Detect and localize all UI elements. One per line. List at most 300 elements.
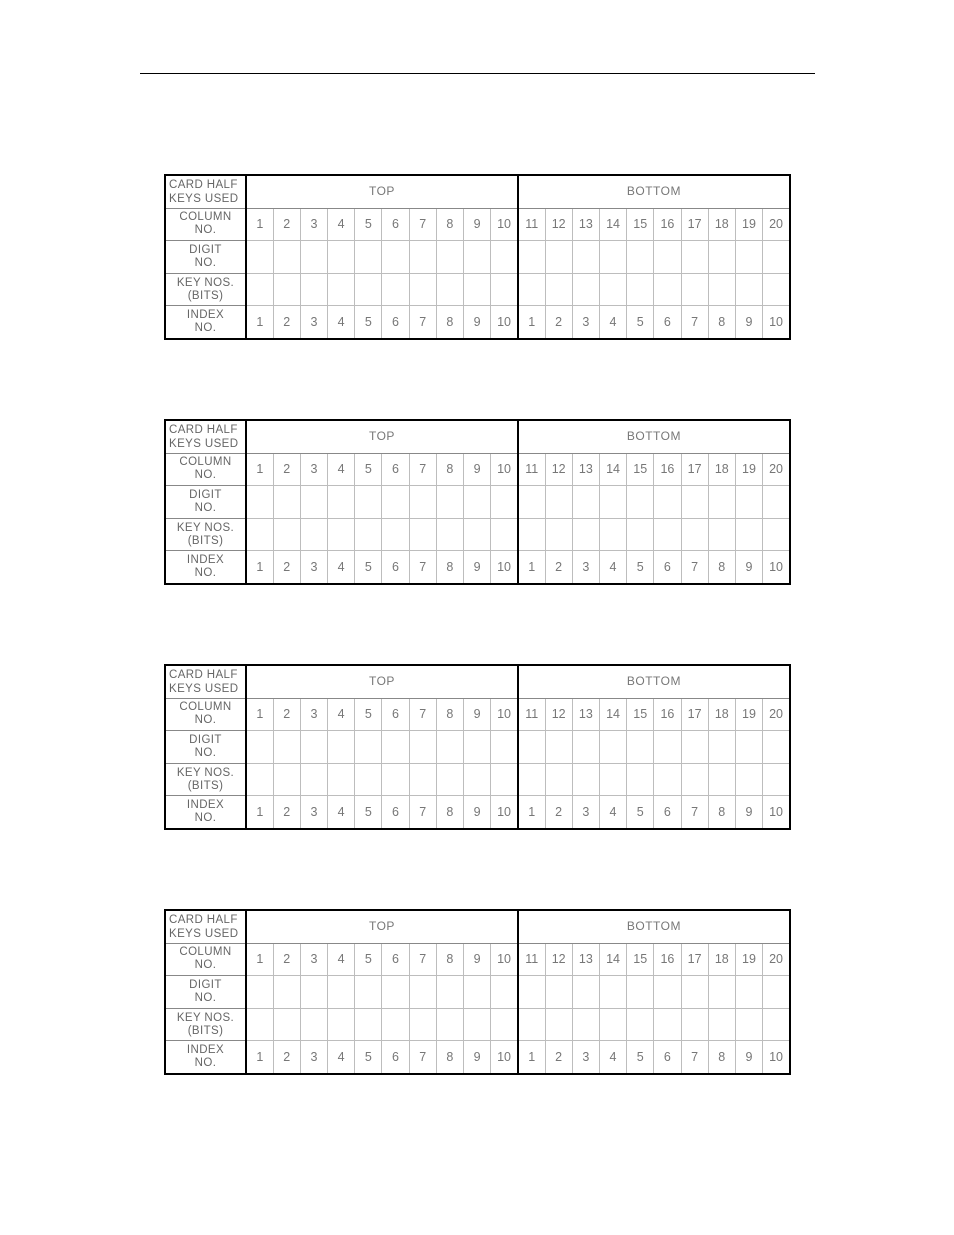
key-nos-bits-entry-cell[interactable] (382, 763, 409, 796)
digit-no-entry-cell[interactable] (300, 486, 327, 519)
column-number-cell: 16 (654, 208, 681, 241)
key-nos-bits-entry-cell[interactable] (382, 518, 409, 551)
index-number-cell: 2 (273, 551, 300, 584)
key-nos-bits-entry-cell[interactable] (518, 763, 545, 796)
column-number-cell: 12 (545, 208, 572, 241)
key-nos-bits-entry-cell[interactable] (409, 763, 436, 796)
column-number-cell: 12 (545, 453, 572, 486)
digit-no-entry-cell[interactable] (436, 731, 463, 764)
digit-no-label-line: NO. (194, 501, 217, 514)
column-number-cell: 5 (355, 453, 382, 486)
index-number-cell: 10 (763, 306, 790, 339)
index-number-cell: 9 (464, 796, 491, 829)
key-nos-bits-entry-cell[interactable] (355, 273, 382, 306)
digit-no-entry-cell[interactable] (355, 241, 382, 274)
digit-no-entry-cell[interactable] (735, 976, 762, 1009)
column-number-cell: 13 (572, 698, 599, 731)
digit-no-entry-cell[interactable] (409, 241, 436, 274)
index-number-cell: 9 (735, 551, 762, 584)
digit-no-entry-cell[interactable] (355, 486, 382, 519)
key-nos-bits-entry-cell[interactable] (300, 273, 327, 306)
column-number-cell: 6 (382, 208, 409, 241)
index-number-cell: 4 (328, 306, 355, 339)
index-number-cell: 8 (708, 306, 735, 339)
index-number-cell: 6 (654, 306, 681, 339)
digit-no-entry-cell[interactable] (627, 976, 654, 1009)
index-number-cell: 4 (599, 1041, 626, 1074)
index-number-cell: 10 (491, 306, 518, 339)
key-nos-bits-entry-cell[interactable] (627, 518, 654, 551)
column-no-label-line: COLUMN (179, 946, 232, 959)
key-nos-bits-entry-cell[interactable] (300, 518, 327, 551)
key-nos-bits-entry-cell[interactable] (273, 1008, 300, 1041)
digit-no-entry-cell[interactable] (572, 486, 599, 519)
key-nos-bits-entry-cell[interactable] (382, 1008, 409, 1041)
digit-no-entry-cell[interactable] (246, 731, 273, 764)
column-number-cell: 13 (572, 453, 599, 486)
digit-no-entry-cell[interactable] (545, 241, 572, 274)
column-number-cell: 13 (572, 943, 599, 976)
digit-no-entry-cell[interactable] (599, 976, 626, 1009)
column-number-cell: 17 (681, 943, 708, 976)
digit-no-entry-cell[interactable] (436, 241, 463, 274)
key-nos-bits-entry-cell[interactable] (763, 1008, 790, 1041)
index-number-cell: 5 (355, 551, 382, 584)
index-number-cell: 7 (409, 306, 436, 339)
key-nos-bits-entry-cell[interactable] (599, 273, 626, 306)
key-table-1 (164, 174, 791, 340)
bottom-half-header: BOTTOM (518, 665, 790, 698)
index-number-cell: 4 (328, 551, 355, 584)
digit-no-entry-cell[interactable] (681, 486, 708, 519)
digit-no-entry-cell[interactable] (409, 731, 436, 764)
key-nos-bits-entry-cell[interactable] (273, 518, 300, 551)
card-half-label (165, 175, 246, 208)
digit-no-entry-cell[interactable] (300, 241, 327, 274)
digit-no-entry-cell[interactable] (627, 241, 654, 274)
digit-no-entry-cell[interactable] (572, 731, 599, 764)
column-number-cell: 7 (409, 698, 436, 731)
key-nos-bits-entry-cell[interactable] (708, 518, 735, 551)
key-nos-bits-entry-cell[interactable] (273, 273, 300, 306)
key-nos-bits-entry-cell[interactable] (246, 1008, 273, 1041)
column-number-cell: 9 (464, 943, 491, 976)
index-number-cell: 8 (708, 796, 735, 829)
digit-no-entry-cell[interactable] (518, 731, 545, 764)
digit-no-entry-cell[interactable] (708, 731, 735, 764)
key-nos-bits-entry-cell[interactable] (491, 763, 518, 796)
column-number-cell: 9 (464, 208, 491, 241)
key-nos-bits-entry-cell[interactable] (654, 1008, 681, 1041)
index-number-cell: 2 (545, 1041, 572, 1074)
digit-no-entry-cell[interactable] (464, 976, 491, 1009)
digit-no-entry-cell[interactable] (572, 241, 599, 274)
digit-no-entry-cell[interactable] (572, 976, 599, 1009)
key-nos-bits-entry-cell[interactable] (409, 273, 436, 306)
digit-no-entry-cell[interactable] (708, 976, 735, 1009)
key-nos-bits-entry-cell[interactable] (518, 273, 545, 306)
column-no-label (165, 208, 246, 241)
key-nos-bits-entry-cell[interactable] (328, 1008, 355, 1041)
index-number-cell: 7 (409, 796, 436, 829)
digit-no-entry-cell[interactable] (654, 486, 681, 519)
index-number-cell: 10 (491, 1041, 518, 1074)
column-number-cell: 18 (708, 943, 735, 976)
key-nos-bits-entry-cell[interactable] (328, 518, 355, 551)
column-number-cell: 8 (436, 698, 463, 731)
card-half-label-line: CARD HALF (169, 913, 238, 926)
key-nos-bits-entry-cell[interactable] (273, 763, 300, 796)
digit-no-entry-cell[interactable] (681, 976, 708, 1009)
key-nos-bits-entry-cell[interactable] (409, 518, 436, 551)
digit-no-entry-cell[interactable] (763, 241, 790, 274)
index-no-label (165, 796, 246, 829)
digit-no-entry-cell[interactable] (409, 486, 436, 519)
digit-no-entry-cell[interactable] (735, 241, 762, 274)
digit-no-entry-cell[interactable] (654, 976, 681, 1009)
key-nos-bits-entry-cell[interactable] (355, 763, 382, 796)
digit-no-entry-cell[interactable] (599, 731, 626, 764)
index-number-cell: 2 (273, 796, 300, 829)
key-nos-bits-entry-cell[interactable] (708, 763, 735, 796)
column-number-cell: 12 (545, 698, 572, 731)
digit-no-entry-cell[interactable] (491, 241, 518, 274)
digit-no-entry-cell[interactable] (654, 241, 681, 274)
index-number-cell: 1 (246, 306, 273, 339)
column-number-cell: 6 (382, 698, 409, 731)
key-nos-bits-row (165, 763, 790, 796)
index-number-cell: 2 (545, 796, 572, 829)
key-nos-bits-entry-cell[interactable] (654, 518, 681, 551)
digit-no-entry-cell[interactable] (518, 486, 545, 519)
key-nos-bits-entry-cell[interactable] (627, 273, 654, 306)
digit-no-entry-cell[interactable] (328, 731, 355, 764)
key-nos-bits-entry-cell[interactable] (545, 518, 572, 551)
key-nos-bits-label (165, 763, 246, 796)
index-number-cell: 9 (735, 1041, 762, 1074)
digit-no-entry-cell[interactable] (464, 241, 491, 274)
index-number-cell: 3 (572, 796, 599, 829)
digit-no-entry-cell[interactable] (328, 241, 355, 274)
top-half-header: TOP (246, 665, 518, 698)
column-number-cell: 5 (355, 698, 382, 731)
digit-no-entry-cell[interactable] (382, 486, 409, 519)
key-table-2 (164, 419, 791, 585)
digit-no-entry-cell[interactable] (654, 731, 681, 764)
column-number-cell: 17 (681, 208, 708, 241)
index-no-row (165, 1041, 790, 1074)
key-nos-bits-entry-cell[interactable] (246, 518, 273, 551)
key-nos-bits-row (165, 273, 790, 306)
index-number-cell: 3 (300, 551, 327, 584)
column-no-label-line: NO. (194, 469, 217, 482)
key-nos-bits-entry-cell[interactable] (708, 1008, 735, 1041)
bottom-half-header: BOTTOM (518, 175, 790, 208)
column-number-cell: 4 (328, 453, 355, 486)
top-half-header: TOP (246, 910, 518, 943)
header-rule (140, 73, 815, 74)
key-nos-bits-entry-cell[interactable] (464, 273, 491, 306)
digit-no-entry-cell[interactable] (491, 731, 518, 764)
column-number-cell: 19 (735, 453, 762, 486)
key-nos-bits-entry-cell[interactable] (436, 1008, 463, 1041)
digit-no-entry-cell[interactable] (627, 731, 654, 764)
key-nos-bits-entry-cell[interactable] (763, 518, 790, 551)
column-number-cell: 11 (518, 943, 545, 976)
digit-no-entry-cell[interactable] (246, 241, 273, 274)
index-number-cell: 5 (355, 306, 382, 339)
digit-no-entry-cell[interactable] (681, 241, 708, 274)
column-number-cell: 5 (355, 943, 382, 976)
digit-no-entry-cell[interactable] (735, 731, 762, 764)
key-nos-bits-entry-cell[interactable] (328, 273, 355, 306)
key-nos-bits-entry-cell[interactable] (572, 518, 599, 551)
digit-no-entry-cell[interactable] (599, 486, 626, 519)
index-no-label-line: NO. (194, 567, 217, 580)
card-half-row (165, 910, 790, 943)
key-nos-bits-label (165, 273, 246, 306)
card-half-label-line: KEYS USED (169, 682, 239, 695)
key-nos-bits-entry-cell[interactable] (681, 763, 708, 796)
card-half-label (165, 665, 246, 698)
digit-no-label-line: DIGIT (189, 243, 222, 256)
key-nos-bits-entry-cell[interactable] (599, 518, 626, 551)
index-number-cell: 9 (735, 796, 762, 829)
digit-no-entry-cell[interactable] (518, 976, 545, 1009)
key-nos-bits-entry-cell[interactable] (464, 1008, 491, 1041)
digit-no-entry-cell[interactable] (681, 731, 708, 764)
digit-no-entry-cell[interactable] (708, 486, 735, 519)
key-nos-bits-entry-cell[interactable] (708, 273, 735, 306)
column-number-cell: 15 (627, 453, 654, 486)
column-number-cell: 7 (409, 208, 436, 241)
digit-no-entry-cell[interactable] (382, 731, 409, 764)
index-number-cell: 9 (464, 306, 491, 339)
index-number-cell: 3 (300, 796, 327, 829)
digit-no-entry-cell[interactable] (355, 731, 382, 764)
column-number-cell: 3 (300, 453, 327, 486)
bottom-half-header: BOTTOM (518, 420, 790, 453)
digit-no-entry-cell[interactable] (273, 486, 300, 519)
digit-no-entry-cell[interactable] (545, 731, 572, 764)
key-nos-bits-entry-cell[interactable] (491, 1008, 518, 1041)
key-nos-bits-entry-cell[interactable] (545, 273, 572, 306)
digit-no-entry-cell[interactable] (518, 241, 545, 274)
key-nos-bits-entry-cell[interactable] (545, 1008, 572, 1041)
index-number-cell: 6 (382, 796, 409, 829)
key-nos-bits-entry-cell[interactable] (681, 518, 708, 551)
index-no-label-line: NO. (194, 812, 217, 825)
column-number-cell: 2 (273, 698, 300, 731)
key-nos-bits-entry-cell[interactable] (763, 763, 790, 796)
column-number-cell: 3 (300, 943, 327, 976)
index-no-label-line: INDEX (186, 309, 225, 322)
digit-no-entry-cell[interactable] (246, 976, 273, 1009)
index-no-row (165, 796, 790, 829)
key-nos-bits-entry-cell[interactable] (436, 518, 463, 551)
digit-no-entry-cell[interactable] (328, 486, 355, 519)
column-number-cell: 1 (246, 208, 273, 241)
column-number-cell: 11 (518, 698, 545, 731)
digit-no-label-line: NO. (194, 746, 217, 759)
key-nos-bits-entry-cell[interactable] (246, 273, 273, 306)
index-no-label (165, 551, 246, 584)
digit-no-entry-cell[interactable] (300, 731, 327, 764)
key-nos-bits-entry-cell[interactable] (572, 1008, 599, 1041)
column-number-cell: 1 (246, 698, 273, 731)
key-nos-bits-entry-cell[interactable] (409, 1008, 436, 1041)
index-number-cell: 1 (246, 1041, 273, 1074)
digit-no-entry-cell[interactable] (436, 486, 463, 519)
digit-no-entry-cell[interactable] (763, 731, 790, 764)
key-nos-bits-entry-cell[interactable] (518, 518, 545, 551)
column-number-cell: 14 (599, 208, 626, 241)
card-half-label-line: CARD HALF (169, 178, 238, 191)
column-number-cell: 10 (491, 698, 518, 731)
digit-no-entry-cell[interactable] (491, 976, 518, 1009)
index-number-cell: 7 (681, 306, 708, 339)
digit-no-entry-cell[interactable] (409, 976, 436, 1009)
digit-no-label (165, 486, 246, 519)
index-number-cell: 3 (572, 1041, 599, 1074)
key-nos-bits-entry-cell[interactable] (518, 1008, 545, 1041)
key-nos-bits-entry-cell[interactable] (572, 273, 599, 306)
digit-no-entry-cell[interactable] (599, 241, 626, 274)
key-nos-bits-entry-cell[interactable] (735, 273, 762, 306)
digit-no-entry-cell[interactable] (763, 976, 790, 1009)
key-nos-bits-entry-cell[interactable] (627, 763, 654, 796)
key-nos-bits-entry-cell[interactable] (735, 1008, 762, 1041)
index-number-cell: 9 (464, 551, 491, 584)
index-no-label (165, 306, 246, 339)
column-number-cell: 4 (328, 943, 355, 976)
digit-no-entry-cell[interactable] (545, 486, 572, 519)
key-nos-bits-label-line: KEY NOS. (176, 521, 235, 534)
column-number-cell: 14 (599, 698, 626, 731)
key-nos-bits-entry-cell[interactable] (436, 273, 463, 306)
card-half-label-line: KEYS USED (169, 192, 239, 205)
column-number-cell: 20 (763, 208, 790, 241)
key-nos-bits-entry-cell[interactable] (654, 763, 681, 796)
column-no-label (165, 943, 246, 976)
index-number-cell: 4 (599, 306, 626, 339)
key-nos-bits-entry-cell[interactable] (681, 1008, 708, 1041)
column-number-cell: 4 (328, 698, 355, 731)
key-nos-bits-label-line: (BITS) (187, 289, 224, 302)
digit-no-entry-cell[interactable] (763, 486, 790, 519)
index-no-label-line: NO. (194, 1057, 217, 1070)
index-number-cell: 8 (436, 551, 463, 584)
key-nos-bits-entry-cell[interactable] (328, 763, 355, 796)
column-number-cell: 15 (627, 208, 654, 241)
index-number-cell: 8 (436, 1041, 463, 1074)
digit-no-label-line: NO. (194, 991, 217, 1004)
digit-no-row (165, 976, 790, 1009)
key-nos-bits-entry-cell[interactable] (300, 763, 327, 796)
digit-no-entry-cell[interactable] (300, 976, 327, 1009)
digit-no-entry-cell[interactable] (545, 976, 572, 1009)
index-number-cell: 8 (436, 796, 463, 829)
key-nos-bits-label-line: KEY NOS. (176, 276, 235, 289)
key-nos-bits-entry-cell[interactable] (545, 763, 572, 796)
column-number-cell: 11 (518, 208, 545, 241)
card-half-label (165, 910, 246, 943)
digit-no-entry-cell[interactable] (436, 976, 463, 1009)
column-number-cell: 18 (708, 698, 735, 731)
digit-no-entry-cell[interactable] (708, 241, 735, 274)
digit-no-entry-cell[interactable] (382, 241, 409, 274)
key-nos-bits-entry-cell[interactable] (464, 518, 491, 551)
index-number-cell: 10 (763, 551, 790, 584)
index-number-cell: 4 (328, 796, 355, 829)
digit-no-entry-cell[interactable] (382, 976, 409, 1009)
key-nos-bits-entry-cell[interactable] (599, 1008, 626, 1041)
column-number-cell: 9 (464, 453, 491, 486)
key-nos-bits-entry-cell[interactable] (246, 763, 273, 796)
column-number-cell: 8 (436, 453, 463, 486)
key-nos-bits-entry-cell[interactable] (681, 273, 708, 306)
key-nos-bits-label (165, 518, 246, 551)
digit-no-label (165, 976, 246, 1009)
index-number-cell: 8 (708, 551, 735, 584)
index-number-cell: 1 (246, 796, 273, 829)
digit-no-entry-cell[interactable] (464, 486, 491, 519)
column-number-cell: 10 (491, 943, 518, 976)
column-number-cell: 17 (681, 453, 708, 486)
key-nos-bits-entry-cell[interactable] (436, 763, 463, 796)
key-nos-bits-entry-cell[interactable] (355, 1008, 382, 1041)
digit-no-entry-cell[interactable] (627, 486, 654, 519)
column-number-cell: 19 (735, 698, 762, 731)
key-nos-bits-entry-cell[interactable] (627, 1008, 654, 1041)
digit-no-entry-cell[interactable] (273, 731, 300, 764)
digit-no-entry-cell[interactable] (246, 486, 273, 519)
key-nos-bits-entry-cell[interactable] (382, 273, 409, 306)
column-number-cell: 16 (654, 453, 681, 486)
digit-no-entry-cell[interactable] (273, 976, 300, 1009)
column-number-cell: 17 (681, 698, 708, 731)
index-number-cell: 6 (382, 551, 409, 584)
key-nos-bits-entry-cell[interactable] (491, 518, 518, 551)
key-nos-bits-entry-cell[interactable] (654, 273, 681, 306)
column-no-label-line: COLUMN (179, 701, 232, 714)
key-nos-bits-entry-cell[interactable] (572, 763, 599, 796)
digit-no-entry-cell[interactable] (464, 731, 491, 764)
top-half-header: TOP (246, 175, 518, 208)
index-number-cell: 5 (355, 796, 382, 829)
key-nos-bits-entry-cell[interactable] (355, 518, 382, 551)
digit-no-entry-cell[interactable] (735, 486, 762, 519)
key-nos-bits-entry-cell[interactable] (464, 763, 491, 796)
key-nos-bits-entry-cell[interactable] (763, 273, 790, 306)
key-nos-bits-entry-cell[interactable] (735, 763, 762, 796)
digit-no-entry-cell[interactable] (328, 976, 355, 1009)
digit-no-entry-cell[interactable] (491, 486, 518, 519)
index-number-cell: 2 (273, 1041, 300, 1074)
card-half-row (165, 175, 790, 208)
key-nos-bits-entry-cell[interactable] (300, 1008, 327, 1041)
digit-no-entry-cell[interactable] (355, 976, 382, 1009)
key-nos-bits-entry-cell[interactable] (599, 763, 626, 796)
index-number-cell: 4 (328, 1041, 355, 1074)
column-number-cell: 4 (328, 208, 355, 241)
index-no-label-line: NO. (194, 322, 217, 335)
digit-no-entry-cell[interactable] (273, 241, 300, 274)
column-number-cell: 15 (627, 698, 654, 731)
key-nos-bits-label-line: (BITS) (187, 1024, 224, 1037)
key-nos-bits-entry-cell[interactable] (735, 518, 762, 551)
key-nos-bits-entry-cell[interactable] (491, 273, 518, 306)
